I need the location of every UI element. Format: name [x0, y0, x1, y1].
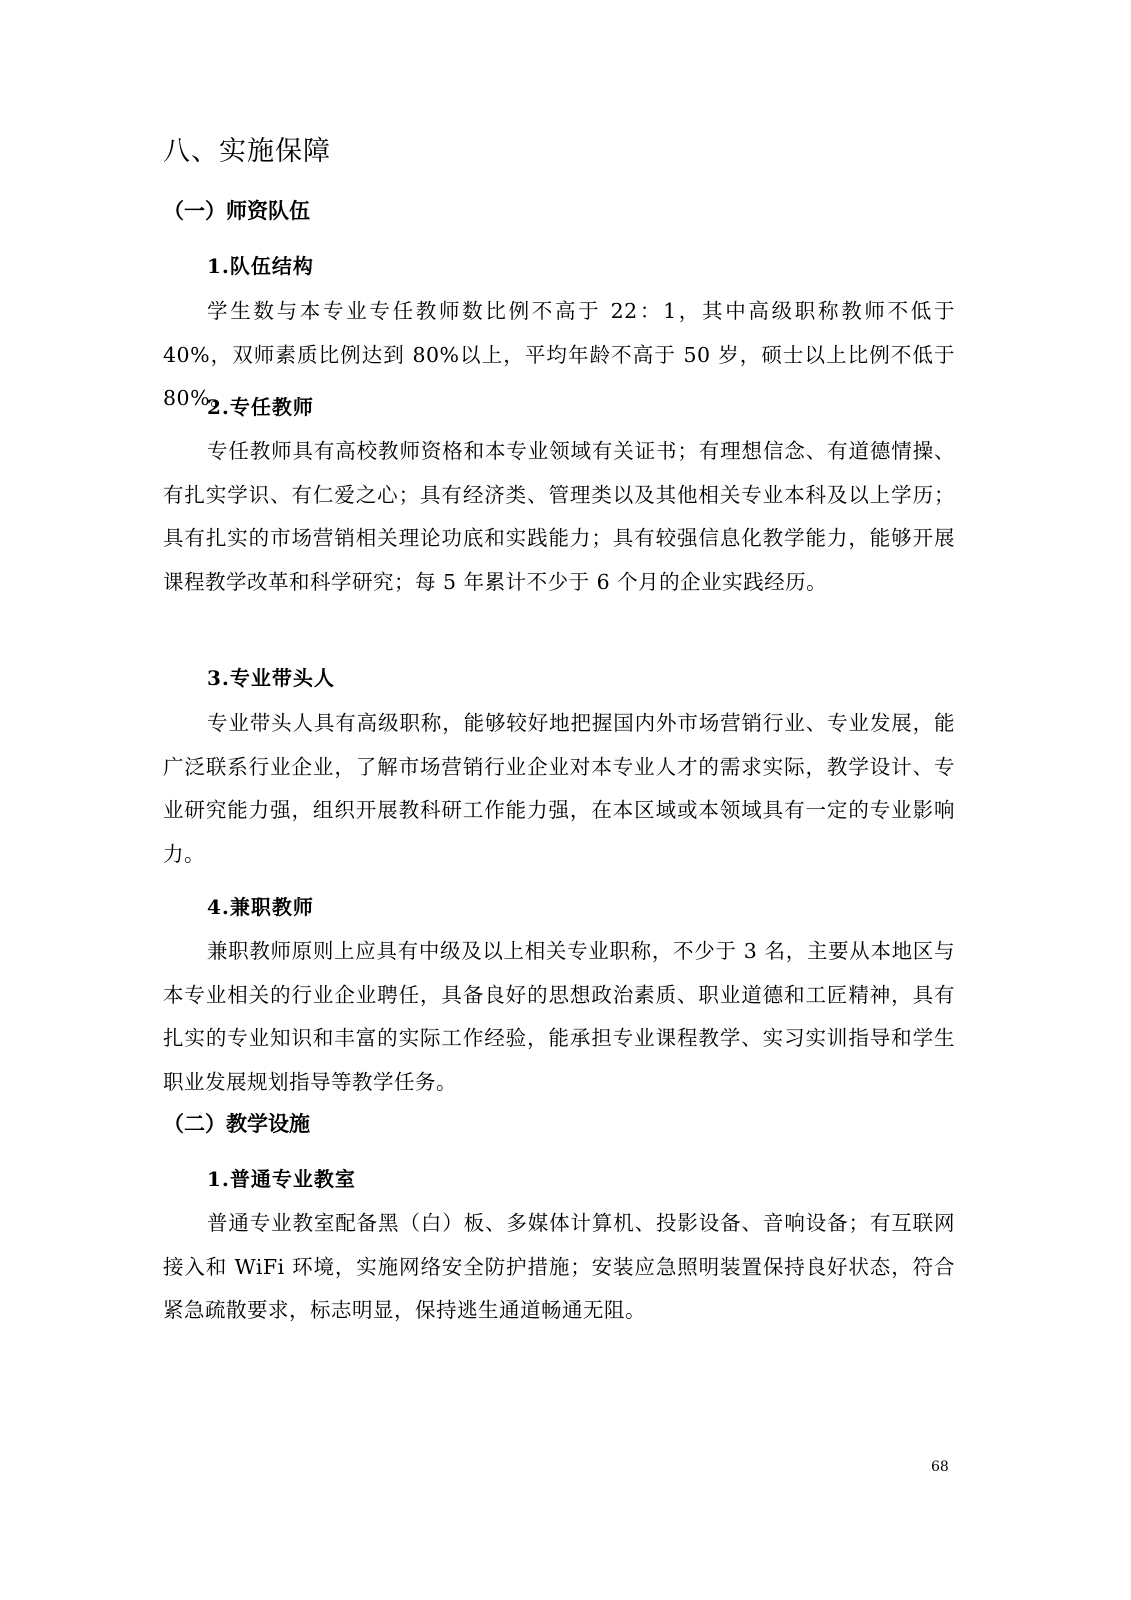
section-title-faculty: （一）师资队伍: [163, 199, 310, 223]
paragraph-parttime-teachers: 兼职教师原则上应具有中级及以上相关专业职称，不少于 3 名，主要从本地区与本专业相关的行业企业聘任，具备良好的思想政治素质、职业道德和工匠精神，具有扎实的专业知识和丰富的实际工作经验，能承担专业课程教学、实习实训指导和学生职业发展规划指导等教学任务。: [163, 939, 955, 1094]
subheading-classrooms: 1.普通专业教室: [207, 1167, 356, 1191]
paragraph-classrooms: 普通专业教室配备黑（白）板、多媒体计算机、投影设备、音响设备；有互联网接入和 WiFi 环境，实施网络安全防护措施；安装应急照明装置保持良好状态，符合紧急疏散要求，标志明显，保持逃生通道畅通无阻。: [163, 1211, 955, 1322]
paragraph-fulltime-teachers: 专任教师具有高校教师资格和本专业领域有关证书；有理想信念、有道德情操、有扎实学识、有仁爱之心；具有经济类、管理类以及其他相关专业本科及以上学历；具有扎实的市场营销相关理论功底和实践能力；具有较强信息化教学能力，能够开展课程教学改革和科学研究；每 5 年累计不少于 6 个月的企业实践经历。: [163, 439, 955, 594]
chapter-title: 八、实施保障: [163, 136, 331, 167]
subheading-team-structure: 1.队伍结构: [207, 254, 314, 278]
subheading-parttime-teachers: 4.兼职教师: [207, 895, 314, 919]
subheading-program-leader: 3.专业带头人: [207, 666, 335, 690]
subheading-fulltime-teachers: 2.专任教师: [207, 395, 314, 419]
section-title-facilities: （二）教学设施: [163, 1112, 310, 1136]
paragraph-program-leader: 专业带头人具有高级职称，能够较好地把握国内外市场营销行业、专业发展，能广泛联系行业企业，了解市场营销行业企业对本专业人才的需求实际，教学设计、专业研究能力强，组织开展教科研工作能力强，在本区域或本领域具有一定的专业影响力。: [163, 711, 955, 866]
page-number: 68: [931, 1459, 949, 1475]
paragraph-team-structure: 学生数与本专业专任教师数比例不高于 22：1，其中高级职称教师不低于 40%，双师素质比例达到 80%以上，平均年龄不高于 50 岁，硕士以上比例不低于 80%。: [163, 299, 955, 410]
